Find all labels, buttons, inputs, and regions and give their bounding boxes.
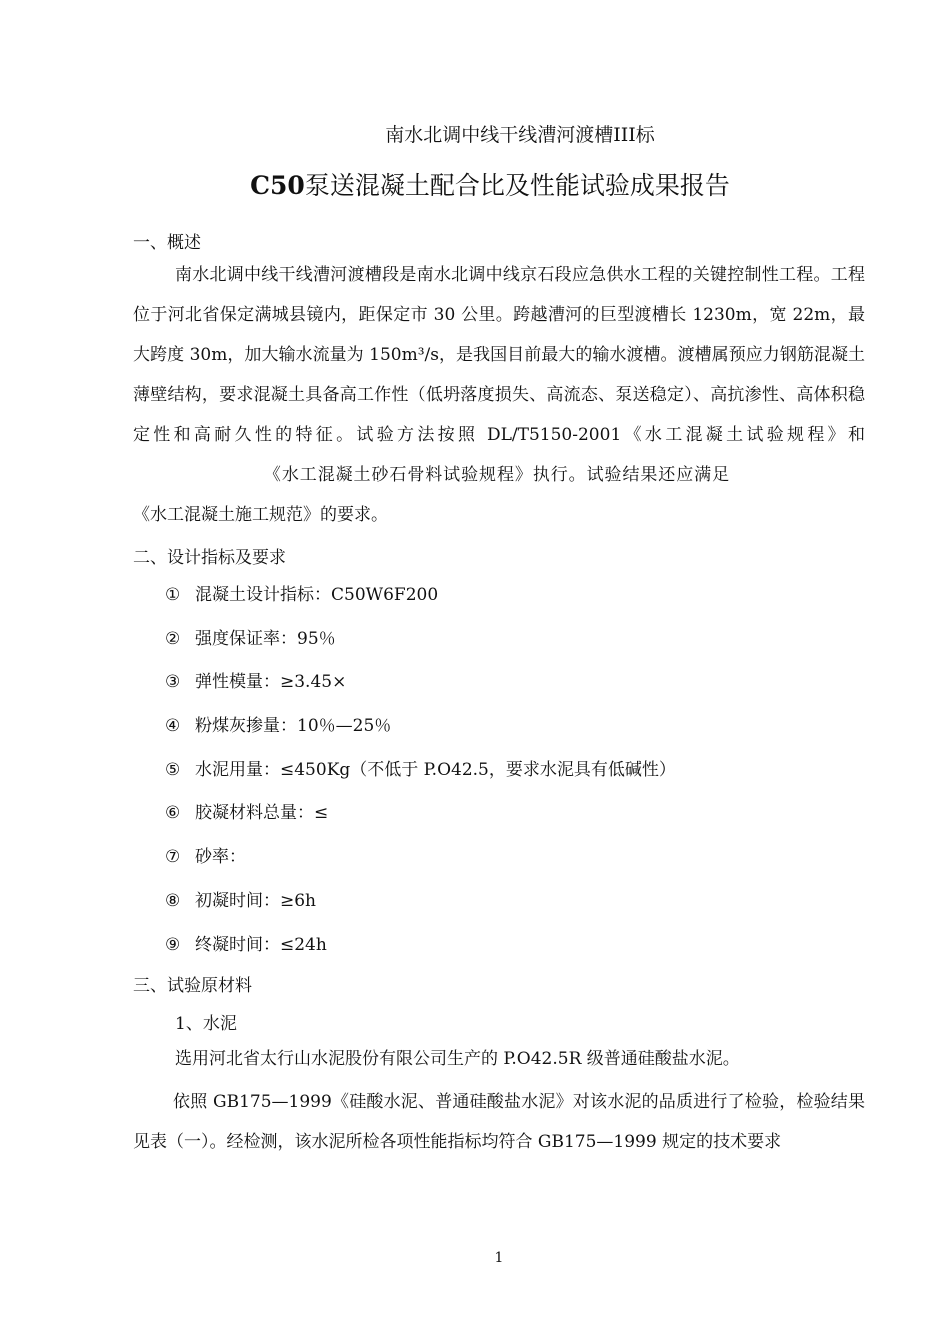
requirements-list [165,579,676,972]
list-item: ② 强度保证率：95％ [165,628,336,649]
list-item: ⑥ 胶凝材料总量：≤ [165,803,329,824]
overview-paragraph [133,255,865,535]
list-item: ③ 弹性模量：≥3.45× [165,672,347,693]
cement-paragraph-2: 依照 GB175—1999《硅酸水泥、普通硅酸盐水泥》对该水泥的品质进行了检验，检验结果见表（一）。经检测，该水泥所检各项性能指标均符合 GB175—1999 规定的技术要求 [133,1092,865,1152]
overview-text-part2: 《水工混凝土砂石骨料试验规程》执行。试验结果还应满足 [263,465,730,485]
list-item: ⑧ 初凝时间：≥6h [165,890,317,911]
cement-paragraph-1: 选用河北省太行山水泥股份有限公司生产的 P.O42.5R 级普通硅酸盐水泥。 [175,1049,740,1069]
title-grade: C50 [250,171,305,200]
section-heading-raw-materials: 三、试验原材料 [133,976,252,996]
document-title-line1: 南水北调中线干线漕河渡槽III标 [385,124,655,146]
list-item: ⑤ 水泥用量：≤450Kg（不低于 P.O42.5，要求水泥具有低碱性） [165,759,676,780]
section-heading-overview: 一、概述 [133,233,201,253]
overview-text-part3: 《水工混凝土施工规范》的要求。 [133,505,388,525]
list-item: ⑦ 砂率： [165,847,246,868]
overview-text-part1: 南水北调中线干线漕河渡槽段是南水北调中线京石段应急供水工程的关键控制性工程。工程位于河北省保定满城县镜内，距保定市 30 公里。跨越漕河的巨型渡槽长 1230m，宽 22m，最大跨度 30m，加大输水流量为 150m³/s，是我国目前最大的输水渡槽。渡槽属预应力钢筋混凝土薄壁结构，要求混凝土具备高工作性（低坍落度损失、高流态、泵送稳定）、高抗渗性、高体积稳定性和高耐久性的特征。试验方法按照 DL/T5150-2001《水工混凝土试验规程》和 [133,265,865,445]
document-title-line2 [0,166,950,202]
title-text: 泵送混凝土配合比及性能试验成果报告 [304,171,730,200]
page-number: 1 [494,1250,504,1266]
list-item: ① 混凝土设计指标：C50W6F200 [165,585,439,605]
section-heading-design-requirements: 二、设计指标及要求 [133,548,286,568]
list-item: ⑨ 终凝时间：≤24h [165,934,327,955]
subheading-cement: 1、水泥 [175,1014,237,1034]
list-item: ④ 粉煤灰掺量：10％—25％ [165,716,392,737]
